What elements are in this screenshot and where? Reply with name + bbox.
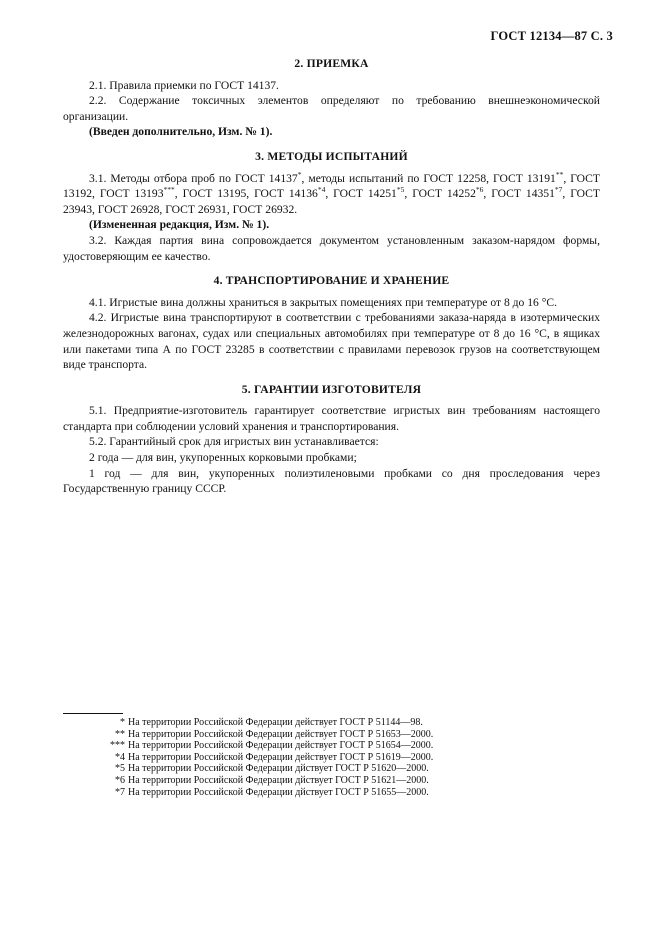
paragraph: 1 год — для вин, укупоренных полиэтиленовыми пробками со дня проследования через Государственную границу СССР. (63, 466, 600, 496)
footnote-ref: * (297, 169, 302, 179)
paragraph: 2.1. Правила приемки по ГОСТ 14137. (89, 78, 279, 92)
footnote (63, 752, 600, 764)
footnote (63, 717, 600, 729)
footnote (63, 729, 600, 741)
footnote-text: На территории Российской Федерации действует ГОСТ Р 51144—98. (128, 717, 423, 728)
paragraph: 3.2. Каждая партия вина сопровождается документом установленным заказом-нарядом формы, удостоверяющим ее качество. (63, 233, 600, 263)
footnote (63, 763, 600, 775)
text-run: , ГОСТ 13195, ГОСТ 14136 (174, 187, 318, 201)
footnote-text: На территории Российской Федерации дйствует ГОСТ Р 51621—2000. (128, 774, 429, 786)
footnote-ref: *6 (475, 185, 484, 195)
section-title: 3. МЕТОДЫ ИСПЫТАНИЙ (255, 149, 408, 163)
footnote-divider (63, 713, 123, 714)
footnote-mark: ** (115, 728, 125, 740)
section-title: 5. ГАРАНТИИ ИЗГОТОВИТЕЛЯ (241, 382, 422, 396)
section-warranty (63, 382, 600, 497)
paragraph-3-1 (63, 171, 600, 218)
footnote-mark: *** (110, 740, 125, 752)
text-run: , ГОСТ 13192, ГОСТ 13193 (63, 171, 601, 201)
paragraph: 5.2. Гарантийный срок для игристых вин устанавливается: (89, 435, 379, 449)
section-test-methods (63, 149, 600, 264)
paragraph: 2 года — для вин, укупоренных корковыми пробками; (89, 451, 357, 465)
section-acceptance (63, 56, 600, 140)
section-title: 2. ПРИЕМКА (294, 57, 369, 70)
footnote-mark: *5 (115, 763, 125, 775)
paragraph: 5.1. Предприятие-изготовитель гарантирует соответствие игристых вин требованиям настоящего стандарта при соблюдении условий хранения и транспортирования. (63, 404, 600, 433)
footnote-text: На территории Российской Федерации действует ГОСТ Р 51619—2000. (128, 751, 434, 763)
footnote-ref: *** (163, 185, 175, 195)
footnote (63, 775, 600, 787)
footnote-ref: ** (555, 169, 564, 179)
footnote-ref: *7 (554, 185, 563, 195)
page-header: ГОСТ 12134—87 С. 3 (490, 29, 613, 43)
text-run: , ГОСТ 14252 (404, 187, 476, 201)
footnote (63, 787, 600, 799)
section-title: 4. ТРАНСПОРТИРОВАНИЕ И ХРАНЕНИЕ (213, 274, 450, 288)
amendment-note: (Измененная редакция, Изм. № 1). (89, 218, 270, 232)
footnote-text: На территории Российской Федерации дйствует ГОСТ Р 51655—2000. (128, 786, 429, 798)
paragraph: 4.2. Игристые вина транспортируют в соответствии с требованиями заказа-наряда в изотермических железнодорожных вагонах, судах или специальных автомобилях при температуре от 8 до 16 °С, в ящиках или пакетами типа А по ГОСТ 23285 в соответствии с правилами перевозок грузов на соответствующем виде транспорта. (63, 311, 600, 372)
footnote-mark: *7 (115, 786, 125, 798)
footnote-mark: *4 (115, 751, 125, 763)
footnote-text: На территории Российской Федерации дйствует ГОСТ Р 51620—2000. (128, 763, 429, 775)
paragraph: 2.2. Содержание токсичных элементов определяют по требованию внешнеэкономической организации. (63, 94, 600, 123)
footnotes (63, 713, 600, 798)
footnote-text: На территории Российской Федерации действует ГОСТ Р 51653—2000. (128, 728, 434, 740)
amendment-note: (Введен дополнительно, Изм. № 1). (89, 125, 273, 139)
text-run: , ГОСТ 14251 (325, 187, 397, 201)
section-transport-storage (63, 273, 600, 373)
footnote-text: На территории Российской Федерации действует ГОСТ Р 51654—2000. (128, 740, 434, 752)
paragraph: 4.1. Игристые вина должны храниться в закрытых помещениях при температуре от 8 до 16 °С. (89, 295, 558, 309)
text-run: , методы испытаний по ГОСТ 12258, ГОСТ 13191 (301, 171, 556, 185)
document-body (63, 52, 600, 506)
text-run: , ГОСТ 14351 (483, 187, 555, 201)
text-run: , ГОСТ 23943, ГОСТ 26928, ГОСТ 26931, ГОСТ 26932. (63, 187, 600, 216)
footnote-ref: *5 (396, 185, 405, 195)
footnote-mark: *6 (115, 774, 125, 786)
footnote-mark: * (120, 717, 125, 728)
footnote (63, 740, 600, 752)
footnote-ref: *4 (317, 185, 326, 195)
text-run: 3.1. Методы отбора проб по ГОСТ 14137 (89, 171, 298, 185)
